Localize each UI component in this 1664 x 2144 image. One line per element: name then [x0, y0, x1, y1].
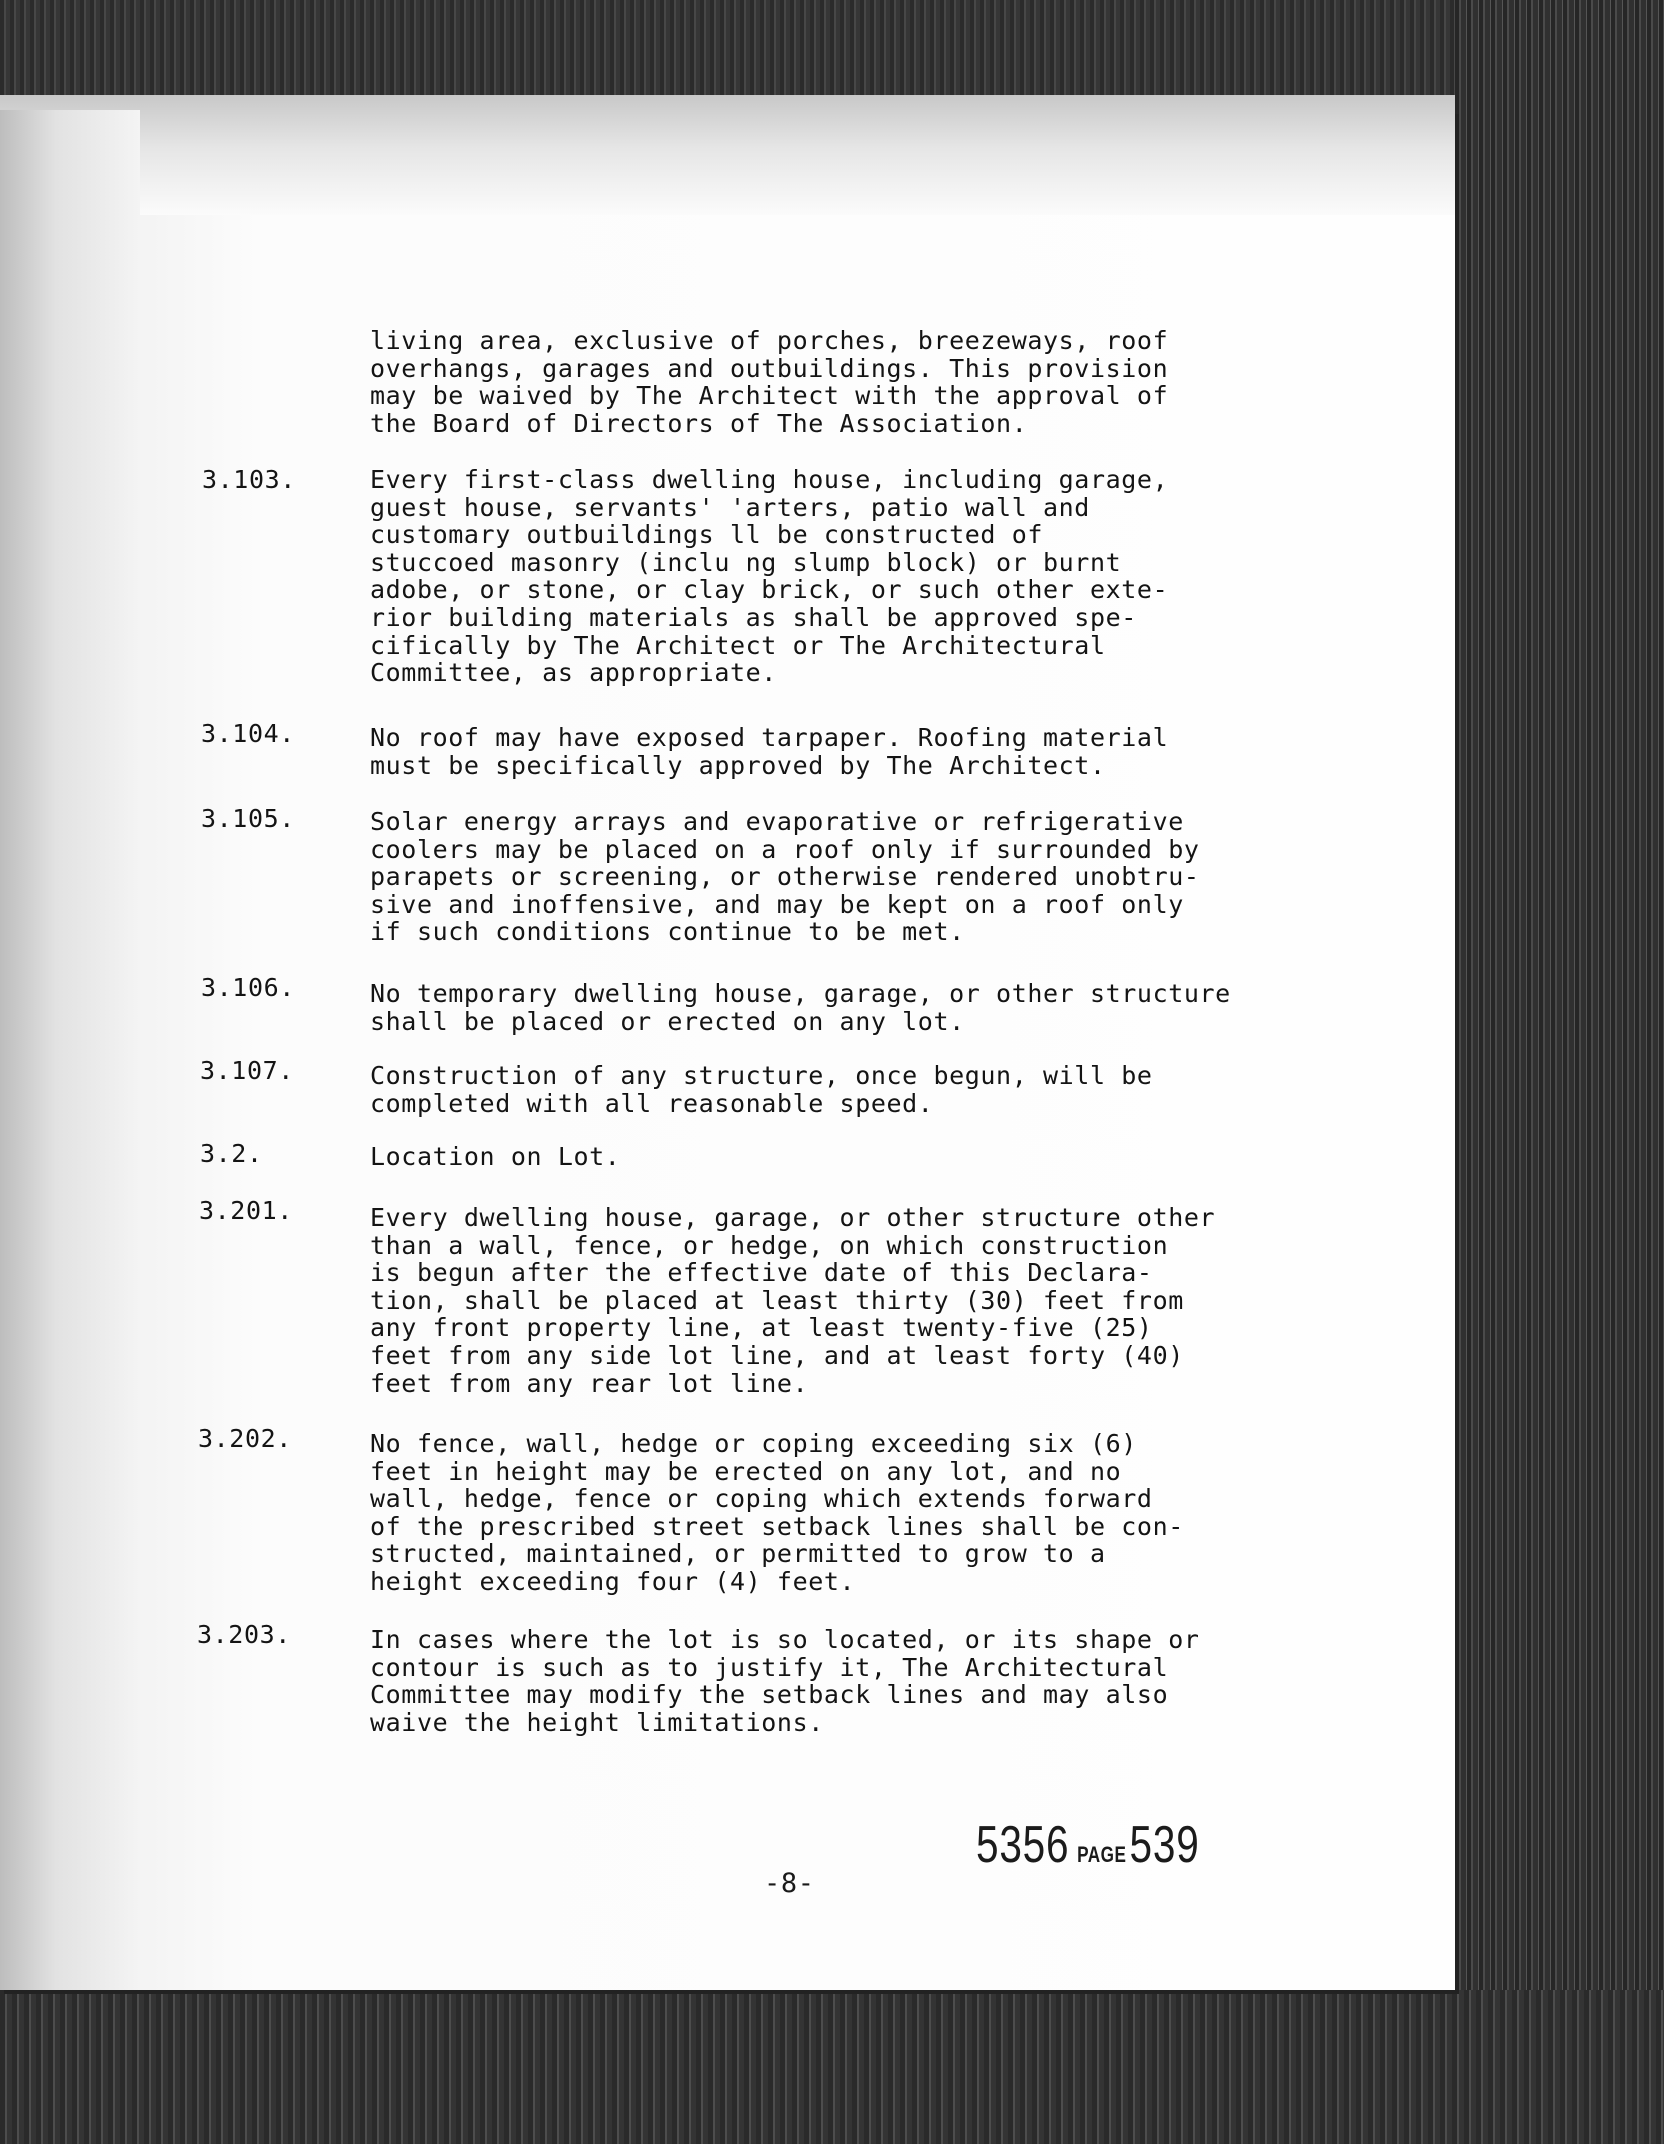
section-text: No temporary dwelling house, garage, or other structure shall be placed or erected on any lot. [370, 979, 1231, 1036]
page-number: -8- [764, 1868, 815, 1899]
section-text: Solar energy arrays and evaporative or refrigerative coolers may be placed on a roof only if surrounded by parapets or screening, or otherwise rendered unobtru- sive and inoffensive, and may be kept on a roof only if such conditions continue to be met. [370, 807, 1200, 947]
stamp-page-number: 539 [1129, 1816, 1200, 1874]
recording-stamp [976, 1816, 1200, 1874]
section-number: 3.105. [201, 804, 295, 833]
section-text: No roof may have exposed tarpaper. Roofing material must be specifically approved by The Architect. [370, 723, 1169, 780]
section-text: Construction of any structure, once begun, will be completed with all reasonable speed. [370, 1061, 1153, 1118]
stamp-page-word: PAGE [1077, 1842, 1127, 1867]
section-text: In cases where the lot is so located, or its shape or contour is such as to justify it, The Architectural Committee may modify the setback lines and may also waive the height limitations. [370, 1625, 1200, 1737]
section-text: Every dwelling house, garage, or other structure other than a wall, fence, or hedge, on which construction is begun after the effective date of this Declara- tion, shall be placed at least thirty (30) feet from any front property line, at least twenty-five (25) feet from any side lot line, and at least forty (40) feet from any rear lot line. [370, 1203, 1216, 1398]
page-top-shading [0, 95, 1455, 215]
scan-right-edge [1455, 0, 1664, 2144]
section-number: 3.2. [200, 1139, 263, 1168]
section-number: 3.202. [198, 1424, 292, 1453]
section-number: 3.106. [201, 973, 295, 1002]
continued-paragraph: living area, exclusive of porches, breezeways, roof overhangs, garages and outbuildings. This provision may be waived by The Architect with the approval of the Board of Directors of The Association. [370, 326, 1169, 438]
section-text: Every first-class dwelling house, including garage, guest house, servants' 'arters, patio wall and customary outbuildings ll be constructed of stuccoed masonry (inclu ng slump block) or burnt adobe, or stone, or clay brick, or such other exte- rior building materials as shall be approved spe- cifically by The Architect or The Architectural Committee, as appropriate. [370, 465, 1169, 688]
stamp-book-number: 5356 [976, 1816, 1070, 1874]
scan-top-edge [0, 0, 1664, 108]
section-heading: Location on Lot. [370, 1142, 621, 1171]
section-number: 3.203. [197, 1620, 291, 1649]
section-number: 3.107. [200, 1056, 294, 1085]
scan-bottom-edge [0, 1990, 1664, 2144]
section-number: 3.201. [199, 1196, 293, 1225]
section-number: 3.103. [202, 465, 296, 494]
section-number: 3.104. [201, 719, 295, 748]
section-text: No fence, wall, hedge or coping exceeding six (6) feet in height may be erected on any lot, and no wall, hedge, fence or coping which extends forward of the prescribed street setback lines shall be con- structed, maintained, or permitted to grow to a height exceeding four (4) feet. [370, 1429, 1184, 1596]
page-left-shading [0, 110, 140, 1990]
